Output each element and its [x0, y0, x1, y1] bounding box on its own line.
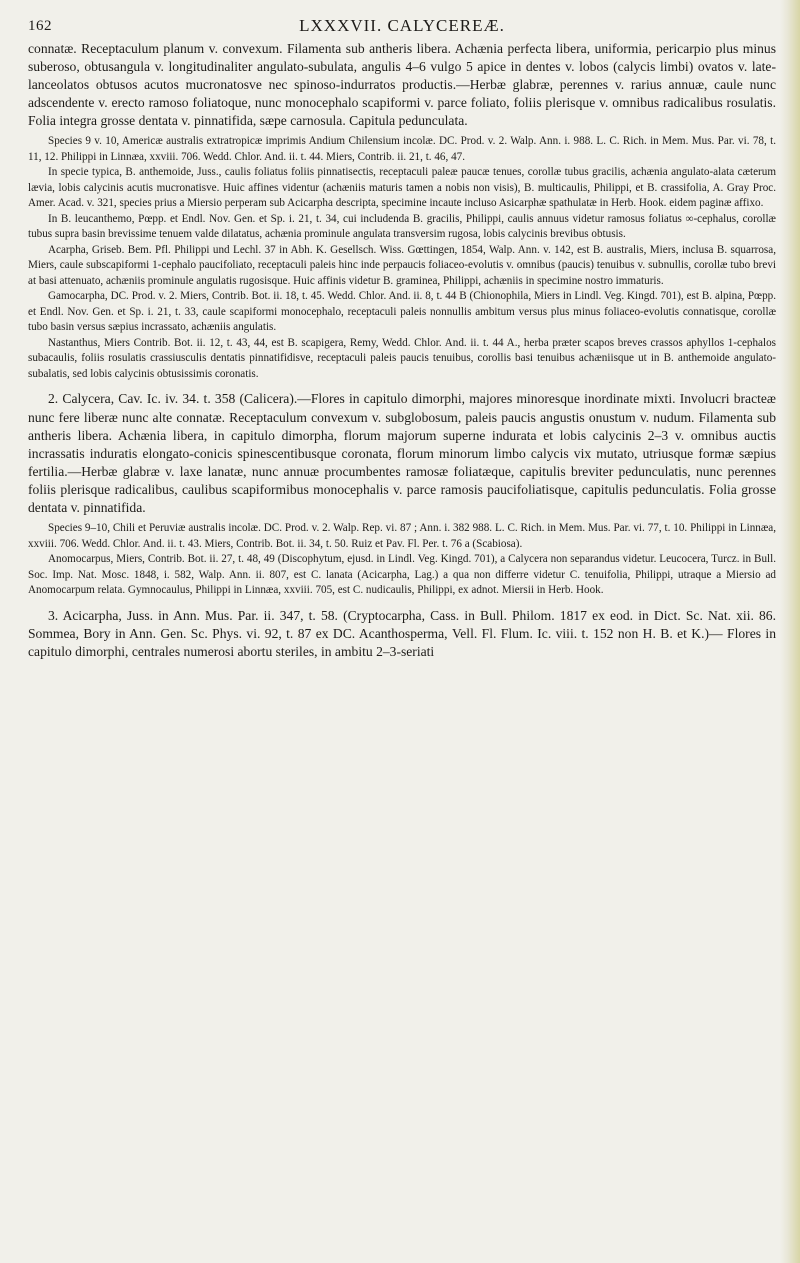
note-paragraph-p6: Gamocarpha, DC. Prod. v. 2. Miers, Contrib. Bot. ii. 18, t. 45. Wedd. Chlor. And. ii. 8, t. 44 B (Chionophila, Miers in Lindl. Veg. Kingd. 701), est B. alpina, Pœpp. et Endl. Nov. Gen. et Sp. i. 21, t. 33, caule scapiformi monocephalo, receptaculi paleis nonnullis ambitum versus plus minus foliaceo-evolutis connatisque, corollæ tubo basin versus sæpius incrassato, achæniis angulatis.	[28, 290, 776, 334]
note-paragraph-p7: Nastanthus, Miers Contrib. Bot. ii. 12, t. 43, 44, est B. scapigera, Remy, Wedd. Chlor. And. ii. t. 44 A., herba præter scapos breves crassos aphyllos 1-cephalos subacaulis, foliis rosulatis crassiusculis dentatis pinnatifidisve, receptaculi paleis paucis tenuibus, corollis basi tenuibus achæniisque ut in B. anthemoide angulato-subalatis, sed lobis calycinis obtusissimis coronatis.	[28, 336, 776, 380]
book-page	[28, 14, 776, 661]
note-paragraph-p10: Anomocarpus, Miers, Contrib. Bot. ii. 27, t. 48, 49 (Discophytum, ejusd. in Lindl. Veg. Kingd. 701), a Calycera non separandus videtur. Leucocera, Turcz. in Bull. Soc. Imp. Nat. Mosc. 1848, i. 582, Walp. Ann. ii. 807, est C. lanata (Acicarpha, Lag.) a qua non differre videtur C. tenuifolia, Philippi, utraque a Miersio ad Anomocarpum relata. Gymnocaulus, Philippi in Linnæa, xxviii. 705, est C. nudicaulis, Philippi, ex adnot. Miersii in Herb. Hook.	[28, 553, 776, 597]
body-text	[28, 40, 776, 661]
section-gap	[28, 382, 776, 390]
running-title: LXXXVII. CALYCEREÆ.	[299, 16, 505, 35]
main-paragraph-p1: connatæ. Receptaculum planum v. convexum. Filamenta sub antheris libera. Achænia perfecta libera, uniformia, pericarpio plus minus suberoso, obtusangula v. longitudinaliter angulato-subulata, angulis 4–6 vulgo 5 apice in dentes v. lobos (calycis limbi) ovatos v. late-lanceolatos obtusos acutos mucronatosve nec spinoso-indurratos productis.—Herbæ glabræ, perennes v. rarius annuæ, caule nunc adscendente v. erecto ramoso foliatoque, nunc monocephalo scapiformi v. parce foliato, foliis plerisque v. omnibus radicalibus rosulatis. Folia integra grosse dentata v. pinnatifida, sæpe carnosula. Capitula pedunculata.	[28, 41, 776, 129]
note-paragraph-p5: Acarpha, Griseb. Bem. Pfl. Philippi und Lechl. 37 in Abh. K. Gesellsch. Wiss. Gœttingen, 1854, Walp. Ann. v. 142, est B. australis, Miers, inclusa B. squarrosa, Miers, caule subscapiformi 1-cephalo paucifoliato, receptaculi paleis hinc inde perpaucis foliaceo-evolutis v. omnibus (paucis) tenuibus v. subnullis, corollæ tubo brevi at basi attenuato, achæniis prominule angulatis rugosisque. Huic affinis videtur B. graminea, Philippi, achæniis in specimine nostro immaturis.	[28, 243, 776, 287]
main-paragraph-p8: 2. Calycera, Cav. Ic. iv. 34. t. 358 (Calicera).—Flores in capitulo dimorphi, majores minoresque inordinate mixti. Involucri bracteæ nunc fere liberæ nunc alte connatæ. Receptaculum convexum v. subglobosum, paleis paucis angustis onustum v. nudum. Filamenta sub antheris libera. Achænia libera, in capitulo dimorpha, florum majorum superne indurata et lobis calycinis 2–3 v. omnibus auctis incrassatis induratis elongato-conicis spinescentibusque coronata, florum minorum limbo calycis vix mutato, utriusque formæ sæpius fertilia.—Herbæ glabræ v. laxe lanatæ, nunc annuæ procumbentes ramosæ foliatæque, capitulis breviter pedunculatis, nunc perennes foliis plerisque radicalibus, caulibus scapiformibus monocephalis v. parce ramosis paucifoliatisque, capitulis pedunculatis. Folia grosse dentata v. pinnatifida.	[28, 391, 776, 516]
page-number: 162	[28, 18, 52, 34]
note-paragraph-p4: In B. leucanthemo, Pœpp. et Endl. Nov. Gen. et Sp. i. 21, t. 34, cui includenda B. gracilis, Philippi, caulis annuus videtur ramosus foliatus ∞-cephalus, corollæ tubus supra basin brevissime tenuem valde dilatatus, achænia prominule angulata transversim rugosa, lobis calycinis brevibus obtusis.	[28, 212, 776, 241]
main-paragraph-p11: 3. Acicarpha, Juss. in Ann. Mus. Par. ii. 347, t. 58. (Cryptocarpha, Cass. in Bull. Philom. 1817 ex eod. in Dict. Sc. Nat. xii. 86. Sommea, Bory in Ann. Gen. Sc. Phys. vi. 92, t. 87 ex DC. Acanthospermа, Vell. Fl. Flum. Ic. viii. t. 152 non H. B. et K.)— Flores in capitulo dimorphi, centrales numerosi abortu steriles, in ambitu 2–3-seriati	[28, 607, 776, 659]
note-paragraph-p2: Species 9 v. 10, Americæ australis extratropicæ imprimis Andium Chilensium incolæ. DC. Prod. v. 2. Walp. Ann. i. 988. L. C. Rich. in Mem. Mus. Par. vi. 78, t. 11, 12. Philippi in Linnæa, xxviii. 706. Wedd. Chlor. And. ii. t. 44. Miers, Contrib. ii. 21, t. 46, 47.	[28, 135, 776, 163]
note-paragraph-p3: In specie typica, B. anthemoide, Juss., caulis foliatus foliis pinnatisectis, receptaculi paleæ paucæ tenues, corollæ tubus gracilis, achænia angulato-alata cæterum lævia, lobis calycinis acutis mucronatisve. Huic affines videntur (achæniis maturis tamen a nobis non visis), B. multicaulis, Philippi, et B. crassifolia, A. Gray Proc. Amer. Acad. v. 321, species prius a Miersio perperam sub Acicarpha descripta, specimine incaute incluso Asicarphæ spathulatæ in Herb. Hook. eidem paginæ affixo.	[28, 166, 776, 210]
section-gap	[28, 599, 776, 607]
page-edge-shadow	[780, 0, 800, 1263]
running-header	[28, 14, 776, 40]
note-paragraph-p9: Species 9–10, Chili et Peruviæ australis incolæ. DC. Prod. v. 2. Walp. Rep. vi. 87 ; Ann. i. 382 988. L. C. Rich. in Mem. Mus. Par. vi. 77, t. 10. Philippi in Linnæa, xxviii. 706. Wedd. Chlor. And. ii. t. 43. Miers, Contrib. Bot. ii. 34, t. 50. Ruiz et Pav. Fl. Per. t. 76 a (Scabiosa).	[28, 522, 776, 550]
